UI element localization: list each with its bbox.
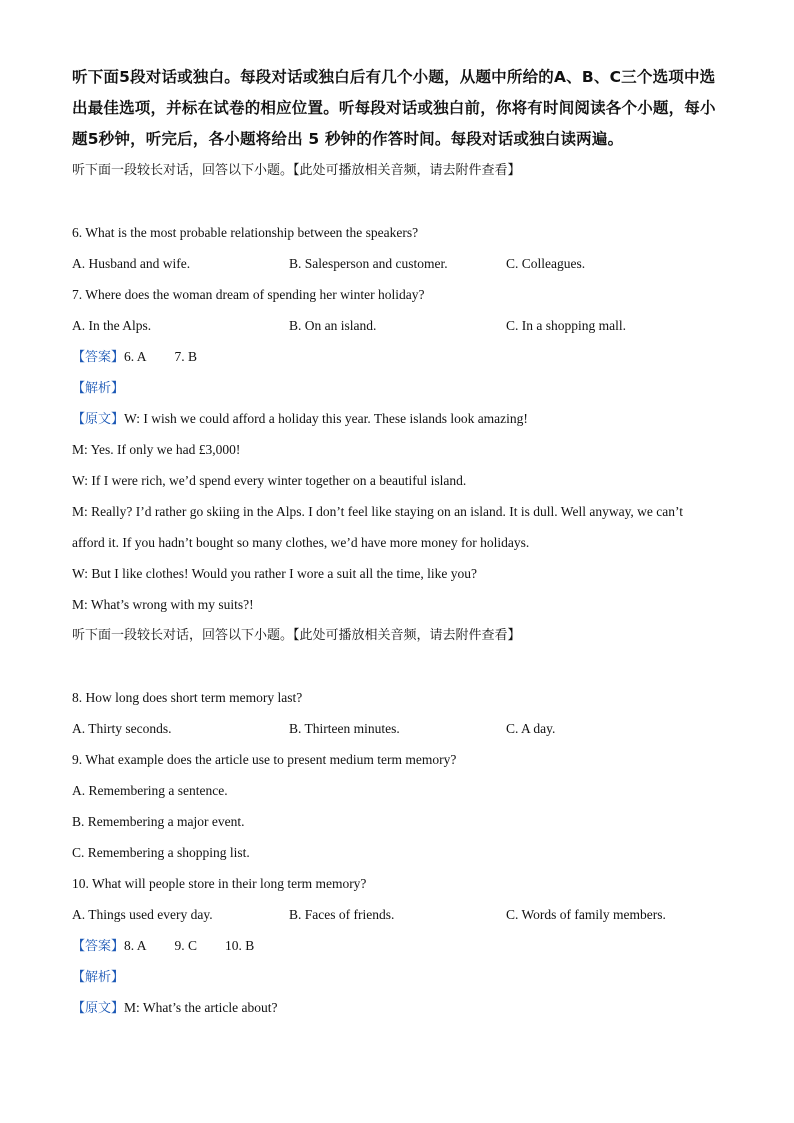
- question-7: 7. Where does the woman dream of spending her winter holiday?: [72, 287, 425, 302]
- section-instructions: 听下面5段对话或独白。每段对话或独白后有几个小题，从题中所给的A、B、C三个选项中选出最佳选项，并标在试卷的相应位置。听每段对话或独白前，你将有时间阅读各个小题，每小题5秒钟，听完后，各小题将给出 5 秒钟的作答时间。每段对话或独白读两遍。: [72, 68, 716, 148]
- question-9: 9. What example does the article use to present medium term memory?: [72, 752, 457, 767]
- answer-7: 7. B: [174, 349, 198, 364]
- spacer: [72, 186, 722, 217]
- option-c: C. A day.: [506, 721, 556, 736]
- spacer: [72, 651, 722, 682]
- answer-row-1: [72, 341, 722, 372]
- question-6: 6. What is the most probable relationship between the speakers?: [72, 225, 419, 240]
- transcript-line: 【原文】W: I wish we could afford a holiday this year. These islands look amazing!: [72, 411, 528, 427]
- option-a: A. Remembering a sentence.: [72, 783, 228, 798]
- option-b: B. Salesperson and customer.: [289, 256, 448, 271]
- transcript-line: M: Really? I’d rather go skiing in the Alps. I don’t feel like staying on an island. It is dull. Well anyway, we can’t: [72, 504, 684, 519]
- question-10: 10. What will people store in their long term memory?: [72, 876, 367, 891]
- transcript-line: W: But I like clothes! Would you rather I wore a suit all the time, like you?: [72, 566, 477, 581]
- options-8: [72, 713, 722, 744]
- option-c: C. Colleagues.: [506, 256, 586, 271]
- analysis-label: 【解析】: [72, 970, 125, 985]
- transcript-line: 【原文】M: What’s the article about?: [72, 1000, 278, 1016]
- transcript-line: M: What’s wrong with my suits?!: [72, 597, 254, 612]
- option-b: B. Thirteen minutes.: [289, 721, 400, 736]
- question-8: 8. How long does short term memory last?: [72, 690, 303, 705]
- answer-9: 9. C: [174, 938, 198, 953]
- option-c: C. Words of family members.: [506, 907, 666, 922]
- analysis-label: 【解析】: [72, 381, 125, 396]
- option-b: B. Remembering a major event.: [72, 814, 245, 829]
- answer-8: 8. A: [124, 938, 147, 953]
- option-a: A. Things used every day.: [72, 907, 213, 922]
- answer-label: 【答案】: [72, 939, 125, 954]
- analysis-row-1: [72, 372, 722, 403]
- option-b: B. On an island.: [289, 318, 377, 333]
- original-label: 【原文】: [72, 1001, 125, 1016]
- option-a: A. Husband and wife.: [72, 256, 191, 271]
- listening-prompt-1: 听下面一段较长对话，回答以下小题。【此处可播放相关音频，请去附件查看】: [72, 163, 521, 178]
- listening-prompt-2: 听下面一段较长对话，回答以下小题。【此处可播放相关音频，请去附件查看】: [72, 628, 521, 643]
- transcript-line: M: Yes. If only we had £3,000!: [72, 442, 241, 457]
- option-a: A. Thirty seconds.: [72, 721, 172, 736]
- transcript-line: W: If I were rich, we’d spend every winter together on a beautiful island.: [72, 473, 467, 488]
- options-10: [72, 899, 722, 930]
- option-a: A. In the Alps.: [72, 318, 152, 333]
- original-label: 【原文】: [72, 412, 125, 427]
- answer-row-2: [72, 930, 722, 961]
- answer-10: 10. B: [225, 938, 255, 953]
- transcript-line: afford it. If you hadn’t bought so many clothes, we’d have more money for holidays.: [72, 535, 530, 550]
- option-c: C. Remembering a shopping list.: [72, 845, 250, 860]
- answer-label: 【答案】: [72, 350, 125, 365]
- exam-page: [72, 62, 722, 1023]
- analysis-row-2: [72, 961, 722, 992]
- option-c: C. In a shopping mall.: [506, 318, 626, 333]
- option-b: B. Faces of friends.: [289, 907, 395, 922]
- answer-6: 6. A: [124, 349, 147, 364]
- options-6: [72, 248, 722, 279]
- options-7: [72, 310, 722, 341]
